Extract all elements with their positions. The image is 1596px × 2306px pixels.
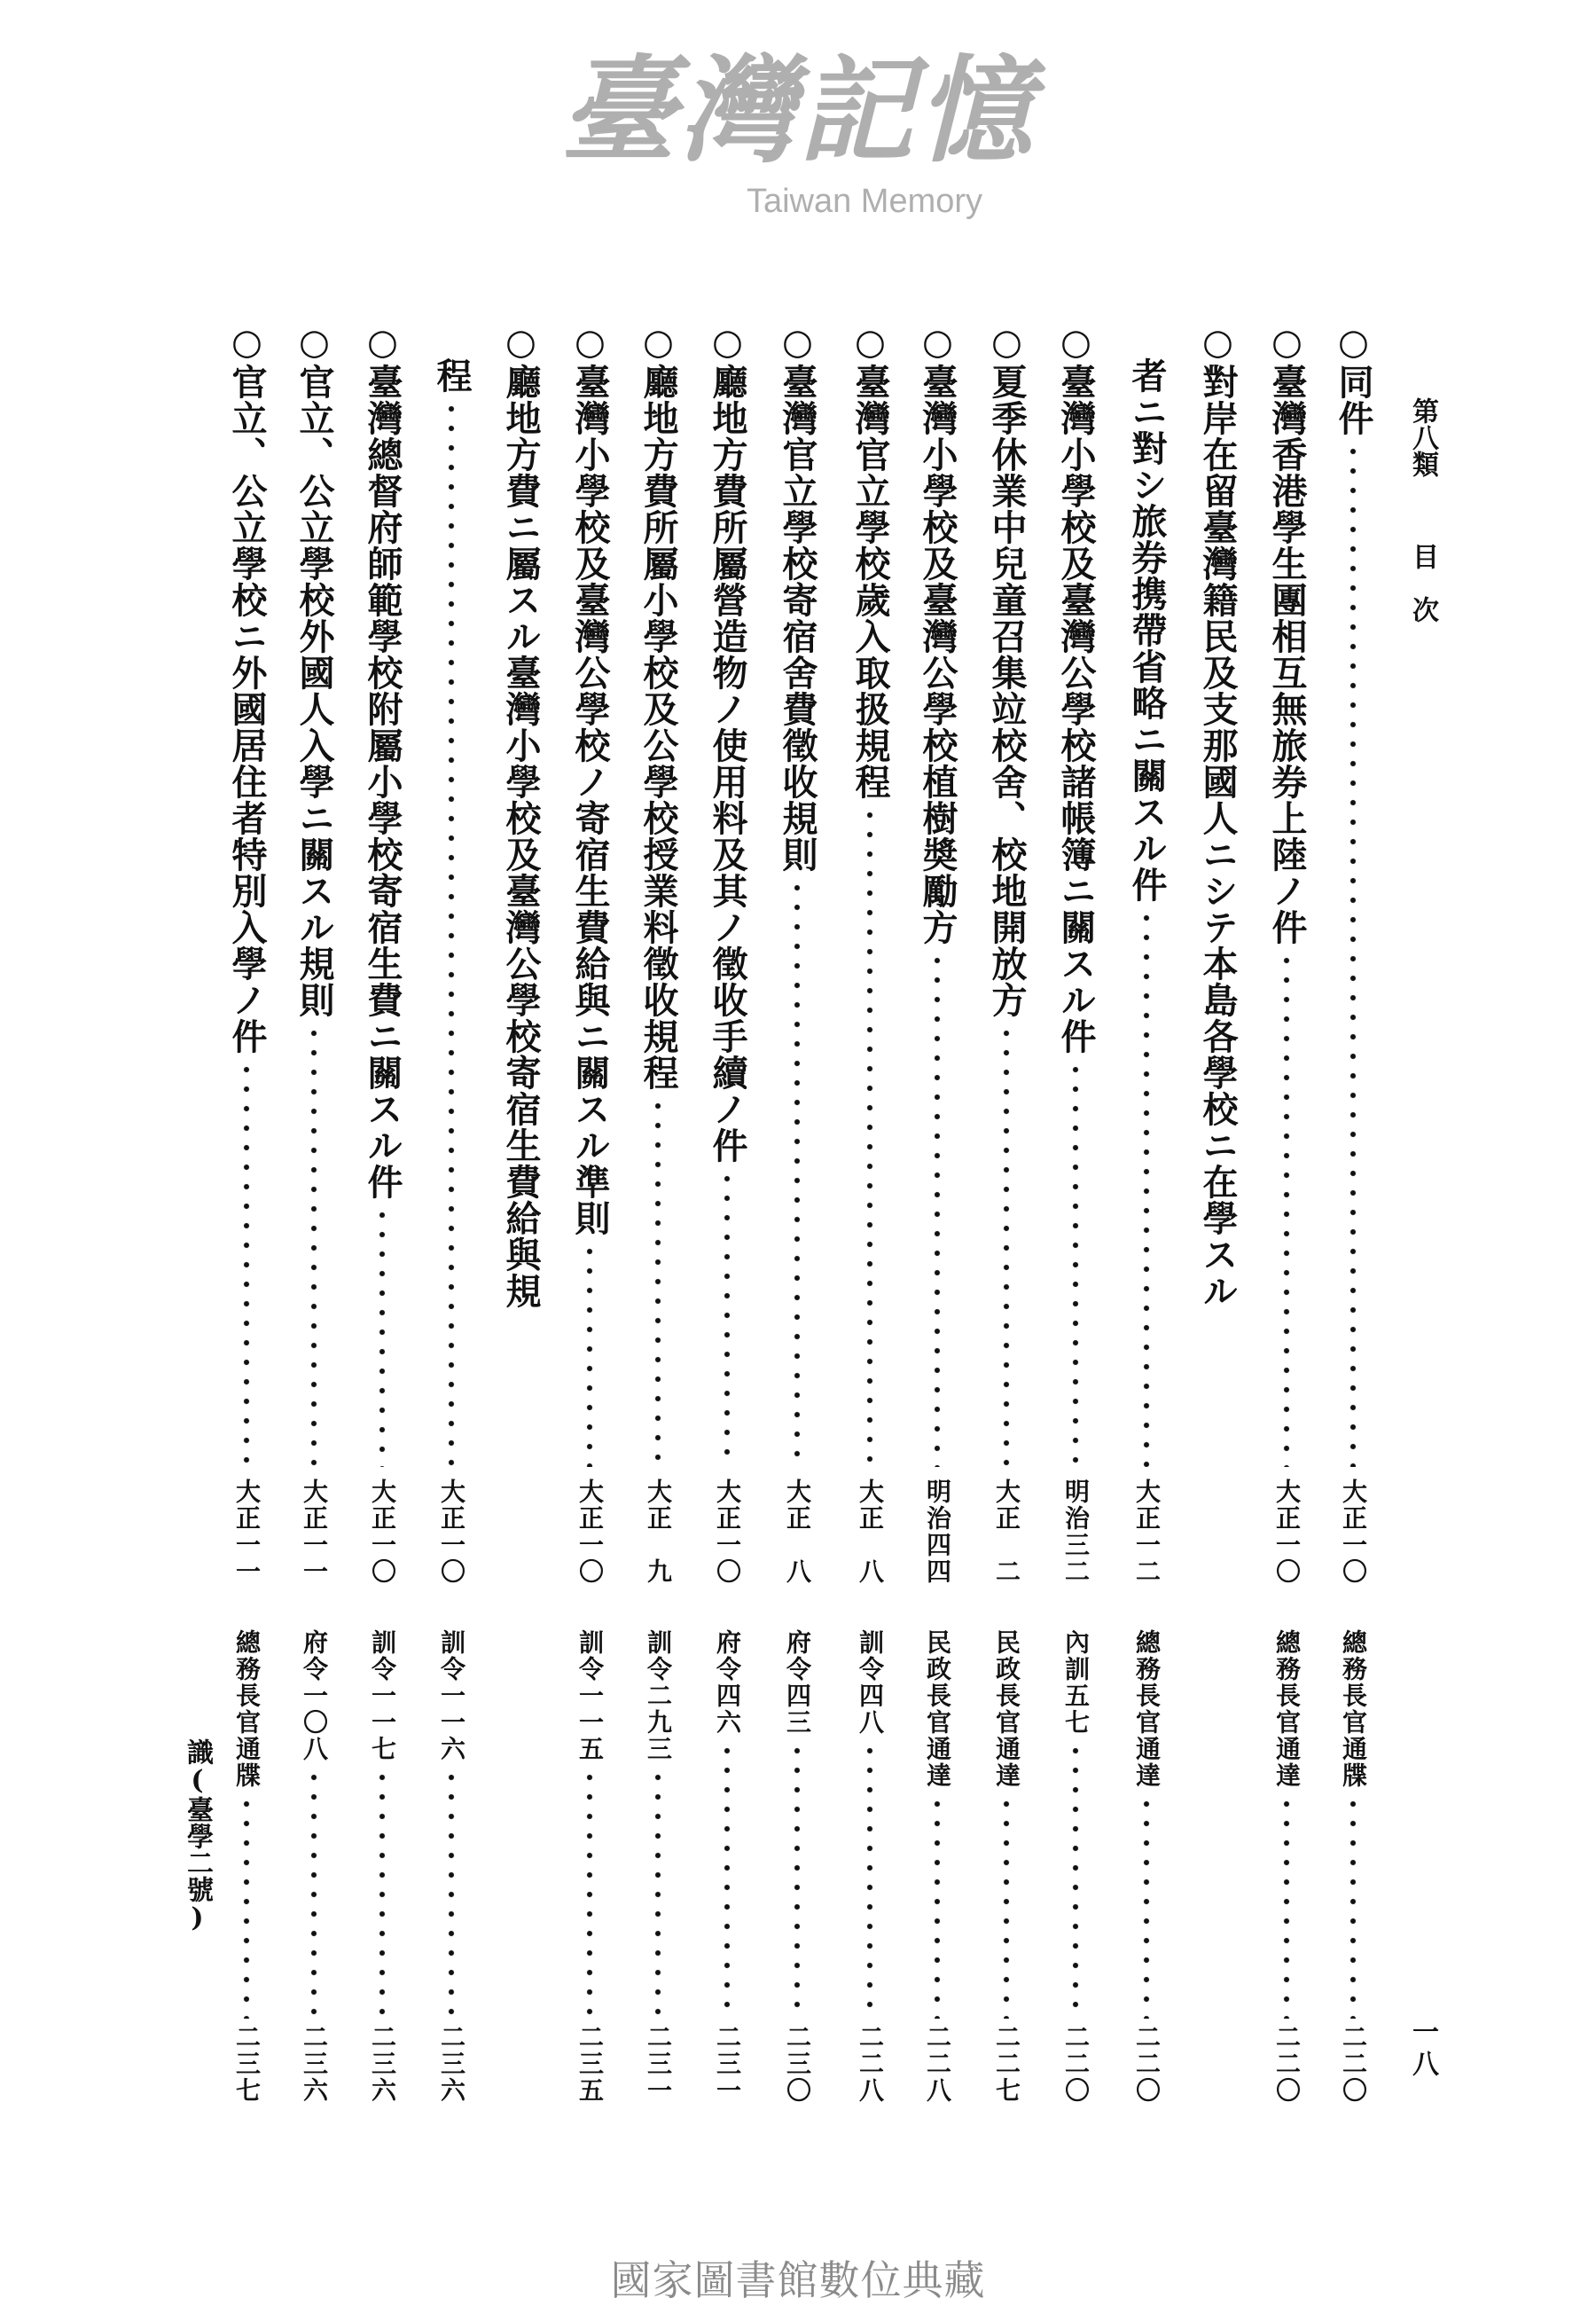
entry-issuer-segment	[848, 1629, 892, 2104]
entry-era-wrap	[1331, 1479, 1375, 1585]
entry-era-wrap	[848, 1479, 892, 1585]
entry-title: ○臺灣小學校及臺灣公學校諸帳簿ニ關スル件	[1055, 321, 1097, 1055]
toc-entry[interactable]	[848, 321, 892, 2104]
dot-leader	[447, 399, 456, 1467]
dot-leader	[585, 1768, 594, 2019]
entry-title-segment	[429, 321, 473, 1472]
toc-entry[interactable]	[1124, 321, 1169, 2104]
entry-page: 二三五	[575, 2024, 605, 2104]
entry-title: ○夏季休業中兒童召集竝校舍、校地開放方	[986, 321, 1028, 1018]
entry-title: ○臺灣小學校及臺灣公學校植樹奬勵方	[917, 321, 958, 945]
dot-leader	[933, 951, 942, 1467]
entry-era: 大正一一	[300, 1479, 329, 1585]
entry-era-wrap	[429, 1479, 473, 1585]
toc-entry[interactable]	[429, 321, 473, 2104]
entry-title: ○臺灣小學校及臺灣公學校ノ寄宿生費給與ニ關スル準則	[569, 321, 611, 1236]
dot-leader	[653, 1768, 662, 2019]
entry-issuer: 訓令一一七	[368, 1629, 397, 1762]
page-number: 一八	[1407, 2018, 1438, 2082]
entry-title: ○對岸在留臺灣籍民及支那國人ニシテ本島各學校ニ在學スル	[1197, 321, 1239, 1309]
entry-issuer-segment	[567, 1629, 612, 2104]
entry-era: 大正一二	[1132, 1479, 1162, 1585]
entry-era: 大正一〇	[437, 1479, 466, 1585]
entry-era-wrap	[292, 1479, 336, 1585]
entry-title: ○廳地方費所屬小學校及公學校授業料徵收規程	[638, 321, 679, 1091]
entry-title: ○官立、公立學校外國人入學ニ關スル規則	[293, 321, 335, 1018]
dot-leader	[1349, 442, 1357, 1467]
toc-entry[interactable]	[360, 321, 404, 2104]
entry-era-wrap	[915, 1479, 959, 1585]
entry-era: 大正一〇	[713, 1479, 742, 1585]
entry-issuer-segment	[775, 1629, 819, 2104]
entry-era-wrap	[224, 1479, 269, 1585]
entry-title: ○臺灣官立學校寄宿舍費徵收規則	[777, 321, 818, 873]
entry-era-wrap	[1264, 1479, 1309, 1585]
entry-issuer-segment	[1331, 1629, 1375, 2104]
entry-page: 二二〇	[1061, 2024, 1091, 2104]
entry-era-wrap	[775, 1479, 819, 1585]
entry-issuer-segment	[1264, 1629, 1309, 2104]
entry-issuer: 民政長官通達	[923, 1629, 952, 1789]
dot-leader	[378, 1768, 387, 2019]
entry-issuer: 訓令二九三	[644, 1629, 673, 1762]
entry-issuer-segment	[360, 1629, 404, 2104]
toc-entry[interactable]	[1195, 321, 1240, 2104]
entry-title: 程	[431, 357, 473, 394]
dot-leader	[723, 1741, 732, 2019]
entry-issuer-segment	[1053, 1629, 1098, 2104]
entry-era-wrap	[636, 1479, 680, 1585]
toc-entry[interactable]	[1264, 321, 1309, 2104]
entry-page: 二三六	[437, 2024, 466, 2104]
entry-issuer-segment	[636, 1629, 680, 2104]
watermark-subtitle: Taiwan Memory	[746, 183, 983, 220]
toc-entry[interactable]	[984, 321, 1029, 2104]
dot-leader	[653, 1096, 662, 1467]
entry-title: ○臺灣香港學生團相互無旅券上陸ノ件	[1266, 321, 1308, 945]
entry-title-segment	[775, 321, 819, 1472]
entry-era: 大正一〇	[368, 1479, 397, 1585]
dot-leader	[865, 1741, 874, 2019]
entry-issuer: 訓令四八	[856, 1629, 885, 1736]
toc-entry[interactable]	[292, 321, 336, 2104]
dot-leader	[309, 1024, 318, 1467]
dot-leader	[1142, 1794, 1151, 2019]
entry-page: 二二〇	[1272, 2024, 1302, 2104]
entry-title: ○官立、公立學校ニ外國居住者特別入學ノ件	[226, 321, 268, 1055]
entry-title-segment	[292, 321, 336, 1472]
entry-era-wrap	[705, 1479, 749, 1585]
section-heading: 目次	[1407, 543, 1438, 649]
entry-issuer-segment	[915, 1629, 959, 2104]
toc-entry[interactable]	[915, 321, 959, 2104]
watermark-logo	[550, 44, 1046, 222]
entry-title-segment	[1124, 321, 1169, 1472]
entry-era: 大正 八	[783, 1479, 812, 1585]
entry-era: 大正一一	[232, 1479, 262, 1585]
dot-leader	[793, 1741, 802, 2019]
toc-entry[interactable]	[775, 321, 819, 2104]
entry-title-segment	[567, 321, 612, 1472]
entry-issuer-segment	[984, 1629, 1029, 2104]
entry-issuer: 民政長官通達	[992, 1629, 1021, 1789]
entry-page: 二三一	[644, 2024, 673, 2104]
toc-entry[interactable]	[224, 321, 269, 2104]
entry-page: 二三〇	[783, 2024, 812, 2104]
entry-issuer-segment	[1124, 1629, 1169, 2104]
dot-leader	[242, 1060, 251, 1467]
entry-title: 者ニ對シ旅券携帶省略ニ關スル件	[1126, 357, 1168, 903]
dot-leader	[309, 1768, 318, 2019]
entry-issuer: 府令四六	[713, 1629, 742, 1736]
entry-issuer-segment	[224, 1629, 269, 2104]
entry-title-segment	[636, 321, 680, 1472]
entry-issuer: 總務長官通牒	[1339, 1629, 1368, 1789]
entry-issuer: 內訓五七	[1061, 1629, 1091, 1736]
entry-issuer: 府令四三	[783, 1629, 812, 1736]
entry-era-wrap	[1124, 1479, 1169, 1585]
entry-issuer: 訓令一一五	[575, 1629, 605, 1762]
entry-title-segment	[848, 321, 892, 1472]
entry-page: 二二七	[992, 2024, 1021, 2104]
dot-leader	[378, 1205, 387, 1467]
dot-leader	[242, 1794, 251, 2019]
entry-page: 二三六	[300, 2024, 329, 2104]
entry-title-segment	[984, 321, 1029, 1472]
entry-page: 二三一	[713, 2024, 742, 2104]
entry-era: 明治四四	[923, 1479, 952, 1585]
toc-entry[interactable]	[498, 321, 543, 2104]
entry-title-segment	[360, 321, 404, 1472]
toc-entry[interactable]	[567, 321, 612, 2104]
entry-issuer-segment	[292, 1629, 336, 2104]
entry-title: ○臺灣官立學校歲入取扱規程	[849, 321, 891, 800]
toc-entry[interactable]	[705, 321, 749, 2104]
toc-entry[interactable]	[1331, 321, 1375, 2104]
dot-leader	[1071, 1060, 1080, 1467]
dot-leader	[1002, 1024, 1011, 1467]
entry-page: 二二〇	[1132, 2024, 1162, 2104]
entry-title-segment	[1331, 321, 1375, 1472]
entry-era-wrap	[567, 1479, 612, 1585]
category-heading: 第八類	[1407, 397, 1438, 477]
entry-page: 二二八	[923, 2024, 952, 2104]
entry-issuer: 總務長官通達	[1272, 1629, 1302, 1789]
entry-title: ○廳地方費所屬營造物ノ使用料及其ノ徵收手續ノ件	[707, 321, 748, 1164]
entry-page: 二二〇	[1339, 2024, 1368, 2104]
entry-title-segment	[1195, 321, 1240, 1472]
entry-issuer: 總務長官通牒	[232, 1629, 262, 1789]
entry-title-segment	[1053, 321, 1098, 1472]
footer-mark: 識(臺學二號)	[182, 1738, 213, 1933]
entry-issuer: 訓令一一六	[437, 1629, 466, 1762]
entry-era: 大正 八	[856, 1479, 885, 1585]
toc-entry[interactable]	[636, 321, 680, 2104]
dot-leader	[793, 878, 802, 1467]
dot-leader	[1002, 1794, 1011, 2019]
dot-leader	[865, 805, 874, 1467]
entry-page: 二三六	[368, 2024, 397, 2104]
watermark-title: 臺灣記憶	[559, 43, 1036, 178]
entry-era: 明治三二	[1061, 1479, 1091, 1585]
entry-issuer: 總務長官通達	[1132, 1629, 1162, 1789]
dot-leader	[1349, 1794, 1357, 2019]
entry-issuer: 府令一〇八	[300, 1629, 329, 1762]
dot-leader	[447, 1768, 456, 2019]
entry-era-wrap	[1053, 1479, 1098, 1585]
dot-leader	[585, 1242, 594, 1467]
entry-title-segment	[1264, 321, 1309, 1472]
entry-title: ○臺灣總督府師範學校附屬小學校寄宿生費ニ關スル件	[362, 321, 403, 1200]
entry-title-segment	[915, 321, 959, 1472]
entry-era: 大正 九	[644, 1479, 673, 1585]
dot-leader	[1282, 951, 1291, 1467]
dot-leader	[723, 1169, 732, 1467]
entry-issuer-segment	[705, 1629, 749, 2104]
entry-title-segment	[498, 321, 543, 1472]
entry-title-segment	[224, 321, 269, 1472]
dot-leader	[1282, 1794, 1291, 2019]
dot-leader	[1071, 1741, 1080, 2019]
entry-era-wrap	[984, 1479, 1029, 1585]
toc-entry[interactable]	[1053, 321, 1098, 2104]
entry-era: 大正一〇	[575, 1479, 605, 1585]
entry-era: 大正一〇	[1272, 1479, 1302, 1585]
archive-label: 國家圖書館數位典藏	[610, 2256, 986, 2304]
entry-title: ○廳地方費ニ屬スル臺灣小學校及臺灣公學校寄宿生費給與規	[500, 321, 542, 1309]
entry-page: 二三七	[232, 2024, 262, 2104]
dot-leader	[933, 1794, 942, 2019]
entry-era-wrap	[360, 1479, 404, 1585]
entry-era: 大正 二	[992, 1479, 1021, 1585]
entry-page: 二二八	[856, 2024, 885, 2104]
entry-era: 大正一〇	[1339, 1479, 1368, 1585]
dot-leader	[1142, 908, 1151, 1467]
entry-issuer-segment	[429, 1629, 473, 2104]
entry-title: ○同件	[1333, 321, 1374, 436]
entry-title-segment	[705, 321, 749, 1472]
